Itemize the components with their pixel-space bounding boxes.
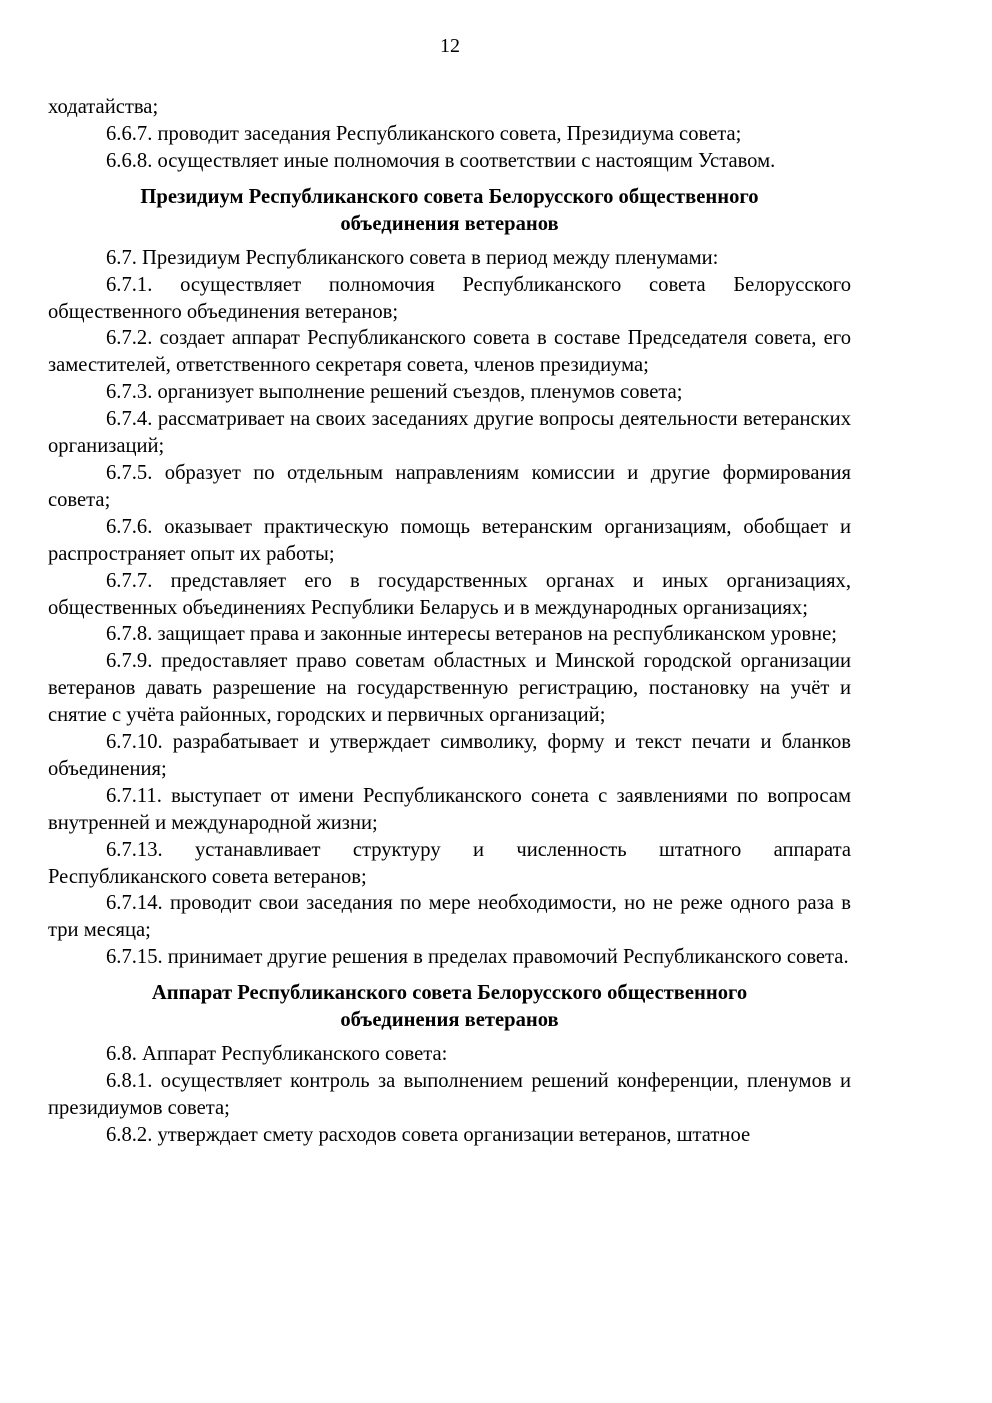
paragraph: 6.7. Президиум Республиканского совета в период между пленумами: [106, 246, 719, 269]
paragraph: 6.7.9. предоставляет право советам областных и Минской городской организации ветеранов давать разрешение на государственную регистрацию, постановку на учёт и снятие с учёта районных, городских и первичных организаций; [48, 650, 851, 727]
paragraph: 6.7.1. осуществляет полномочия Республиканского совета Белорусского общественного объединения ветеранов; [48, 273, 851, 323]
paragraph: 6.7.11. выступает от имени Республиканского сонета с заявлениями по вопросам внутренней и международной жизни; [48, 784, 851, 834]
section-heading-line: Президиум Республиканского совета Белорусского общественного [140, 185, 759, 208]
paragraph: 6.7.10. разрабатывает и утверждает символику, форму и текст печати и бланков объединения; [48, 731, 851, 780]
paragraph: 6.7.6. оказывает практическую помощь ветеранским организациям, обобщает и распространяет опыт их работы; [48, 515, 851, 565]
paragraph: 6.7.2. создает аппарат Республиканского совета в составе Председателя совета, его заместителей, ответственного секретаря совета, членов президиума; [48, 327, 851, 377]
section-heading-line: объединения ветеранов [340, 212, 559, 235]
document-body [48, 94, 851, 1149]
section-heading [48, 184, 851, 238]
paragraph: 6.7.7. представляет его в государственных органах и иных организациях, общественных объединениях Республики Беларусь и в международных организациях; [48, 569, 851, 619]
paragraph: 6.7.15. принимает другие решения в пределах правомочий Республиканского совета. [106, 946, 849, 969]
page-number: 12 [440, 35, 460, 57]
paragraph: 6.7.8. защищает права и законные интересы ветеранов на республиканском уровне; [106, 623, 838, 646]
paragraph: 6.8.2. утверждает смету расходов совета организации ветеранов, штатное [106, 1123, 751, 1146]
section-heading-line: объединения ветеранов [340, 1009, 559, 1032]
paragraph: 6.7.3. организует выполнение решений съездов, пленумов совета; [106, 381, 683, 404]
paragraph: ходатайства; [48, 96, 159, 118]
paragraph: 6.6.7. проводит заседания Республиканского совета, Президиума совета; [106, 122, 742, 145]
paragraph: 6.7.5. образует по отдельным направлениям комиссии и другие формирования совета; [48, 461, 851, 511]
paragraph: 6.8. Аппарат Республиканского совета: [106, 1043, 448, 1066]
paragraph: 6.7.14. проводит свои заседания по мере необходимости, но не реже одного раза в три месяца; [48, 892, 851, 942]
paragraph: 6.8.1. осуществляет контроль за выполнением решений конференции, пленумов и президиумов совета; [48, 1070, 851, 1119]
section-heading [48, 980, 851, 1034]
paragraph: 6.6.8. осуществляет иные полномочия в соответствии с настоящим Уставом. [106, 149, 776, 172]
paragraph: 6.7.4. рассматривает на своих заседаниях другие вопросы деятельности ветеранских организаций; [48, 408, 851, 458]
section-heading-line: Аппарат Республиканского совета Белорусского общественного [151, 982, 748, 1005]
paragraph: 6.7.13. устанавливает структуру и численность штатного аппарата Республиканского совета ветеранов; [48, 838, 851, 888]
